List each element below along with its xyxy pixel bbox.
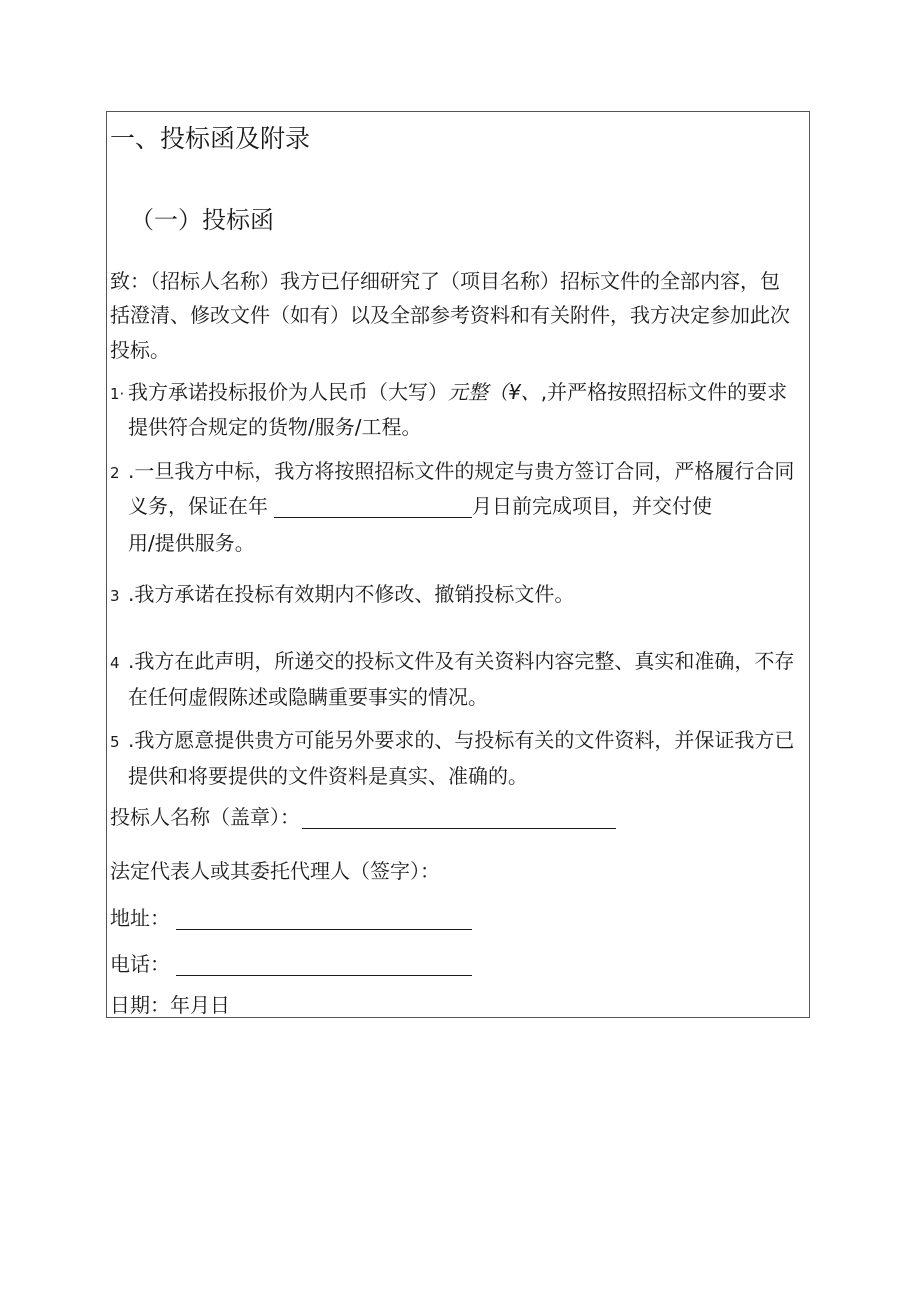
item-1-line-2: 提供符合规定的货物/服务/工程。 — [128, 415, 422, 439]
intro-line-3: 投标。 — [110, 338, 170, 362]
intro-line-1: 致：（招标人名称）我方已仔细研究了（项目名称）招标文件的全部内容，包 — [110, 269, 780, 293]
item-2-line-2 — [128, 494, 712, 518]
phone-row — [110, 952, 472, 976]
item-3-number: 3 — [110, 587, 120, 605]
item-2-text-month: 月日前完成项目，并交付使 — [472, 494, 712, 518]
item-4-text: .我方在此声明，所递交的投标文件及有关资料内容完整、真实和准确，不存 — [128, 649, 795, 673]
bidder-name-label: 投标人名称（盖章）： — [110, 805, 300, 829]
item-4-line-1 — [110, 649, 794, 675]
item-4-number: 4 — [110, 654, 120, 672]
item-1-text-after: ,并严格按照招标文件的要求 — [540, 380, 788, 404]
address-label: 地址： — [110, 906, 170, 930]
section-heading: 一、投标函及附录 — [110, 124, 311, 153]
date-label: 日期：年月日 — [110, 993, 230, 1017]
item-2-line-3: 用/提供服务。 — [128, 531, 255, 555]
item-2-line-1 — [110, 459, 794, 485]
bidder-name-row — [110, 805, 616, 829]
item-2-text-year: 义务，保证在年 — [128, 494, 268, 518]
address-row — [110, 906, 472, 930]
item-1-text: 我方承诺投标报价为人民币（大写） — [128, 380, 448, 404]
address-blank[interactable] — [176, 909, 472, 930]
letter-subheading: （一）投标函 — [130, 206, 274, 234]
phone-label: 电话： — [110, 952, 170, 976]
completion-date-blank — [274, 497, 472, 518]
item-1-number: 1· — [110, 385, 125, 403]
item-1-amount: 元整（¥、 — [448, 380, 541, 404]
item-5-number: 5 — [110, 733, 120, 751]
intro-line-2: 括澄清、修改文件（如有）以及全部参考资料和有关附件，我方决定参加此次 — [110, 303, 790, 327]
item-5-line-2: 提供和将要提供的文件资料是真实、准确的。 — [128, 764, 528, 788]
representative-label: 法定代表人或其委托代理人（签字）： — [110, 859, 440, 883]
item-3-line-1 — [110, 582, 574, 608]
item-1-line-1 — [110, 380, 787, 406]
item-2-number: 2 — [110, 464, 120, 482]
bidder-name-blank[interactable] — [302, 808, 616, 829]
item-5-text: .我方愿意提供贵方可能另外要求的、与投标有关的文件资料，并保证我方已 — [128, 728, 795, 752]
item-4-line-2: 在任何虚假陈述或隐瞒重要事实的情况。 — [128, 685, 488, 709]
item-2-text: .一旦我方中标，我方将按照招标文件的规定与贵方签订合同，严格履行合同 — [128, 459, 795, 483]
item-3-text: .我方承诺在投标有效期内不修改、撤销投标文件。 — [128, 582, 575, 606]
phone-blank[interactable] — [176, 955, 472, 976]
item-5-line-1 — [110, 728, 794, 754]
